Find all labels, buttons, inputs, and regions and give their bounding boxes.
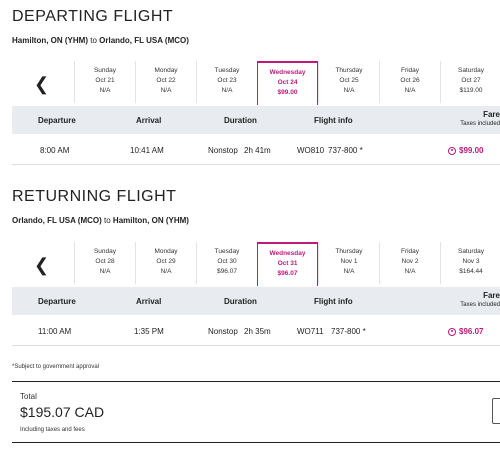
day-price: $99.00	[277, 89, 298, 96]
day-date: Oct 24	[277, 79, 298, 86]
day-date: Oct 25	[339, 77, 359, 84]
flight-stops: Nonstop	[208, 327, 238, 336]
day-price: $96.07	[277, 270, 298, 277]
flight-departure: 11:00 AM	[38, 327, 72, 336]
flight-number: WO810	[297, 146, 325, 155]
flight-duration: 2h 41m	[244, 146, 271, 155]
date-option[interactable]	[318, 242, 379, 284]
day-of-week: Friday	[400, 248, 420, 255]
day-date: Nov 3	[462, 258, 480, 265]
header-fare-label: Fare	[483, 110, 500, 119]
day-of-week: Thursday	[335, 67, 363, 74]
day-of-week: Thursday	[335, 248, 363, 255]
total-value: $195.07 CAD	[20, 404, 105, 420]
day-of-week: Tuesday	[214, 67, 240, 74]
chevron-left-icon[interactable]: ❮	[34, 74, 50, 94]
header-departure: Departure	[38, 116, 76, 125]
header-fare	[460, 110, 500, 127]
day-price: N/A	[221, 87, 233, 94]
flight-aircraft: 737-800 *	[328, 146, 363, 155]
day-date: Oct 28	[95, 258, 115, 265]
total-summary	[12, 381, 500, 443]
date-option[interactable]	[74, 61, 135, 103]
header-departure: Departure	[38, 297, 76, 306]
header-flight-info: Flight info	[314, 297, 353, 306]
fare-option[interactable]	[448, 146, 483, 155]
returning-flight-row[interactable]	[12, 317, 500, 346]
day-price: $119.00	[459, 87, 483, 94]
day-price: $96.07	[217, 268, 237, 275]
day-date: Oct 22	[156, 77, 176, 84]
chevron-left-icon[interactable]: ❮	[34, 255, 50, 275]
day-date: Oct 27	[461, 77, 481, 84]
returning-title: RETURNING FLIGHT	[12, 188, 177, 205]
flight-stops: Nonstop	[208, 146, 238, 155]
day-date: Oct 26	[400, 77, 420, 84]
flight-duration: 2h 35m	[244, 327, 271, 336]
day-of-week: Saturday	[457, 248, 485, 255]
header-fare-sub: Taxes included	[460, 302, 500, 308]
date-option[interactable]	[440, 242, 500, 284]
fare-price: $99.00	[459, 146, 484, 155]
departing-flight-row[interactable]	[12, 136, 500, 165]
day-date: Oct 21	[95, 77, 115, 84]
day-of-week: Tuesday	[214, 248, 240, 255]
flight-arrival: 10:41 AM	[130, 146, 164, 155]
route-from: Orlando, FL USA (MCO)	[12, 216, 102, 225]
header-arrival: Arrival	[136, 297, 162, 306]
header-duration: Duration	[224, 297, 257, 306]
departing-route	[12, 36, 189, 45]
date-option[interactable]	[318, 61, 379, 103]
day-price: N/A	[343, 268, 355, 275]
day-price: N/A	[160, 268, 172, 275]
date-option[interactable]	[196, 242, 257, 284]
header-fare-label: Fare	[483, 291, 500, 300]
date-option[interactable]	[196, 61, 257, 103]
day-of-week: Monday	[154, 67, 178, 74]
day-date: Oct 29	[156, 258, 176, 265]
date-option[interactable]	[135, 242, 196, 284]
fare-option[interactable]	[448, 327, 483, 336]
flight-number: WO711	[297, 327, 324, 336]
route-from: Hamilton, ON (YHM)	[12, 36, 88, 45]
day-price: N/A	[404, 268, 416, 275]
date-option[interactable]	[440, 61, 500, 103]
day-date: Oct 30	[217, 258, 237, 265]
departing-date-selector	[12, 61, 500, 106]
returning-route	[12, 216, 189, 225]
route-to: Orlando, FL USA (MCO)	[99, 36, 189, 45]
date-option[interactable]	[135, 61, 196, 103]
day-price: N/A	[404, 87, 416, 94]
day-price: N/A	[99, 87, 111, 94]
day-price: N/A	[99, 268, 111, 275]
header-fare-sub: Taxes included	[460, 121, 500, 127]
day-date: Nov 2	[401, 258, 419, 265]
government-approval-note: *Subject to government approval	[12, 364, 100, 370]
date-option[interactable]	[379, 61, 440, 103]
fare-price: $96.07	[459, 327, 484, 336]
header-fare	[460, 291, 500, 308]
day-of-week: Wednesday	[269, 250, 306, 257]
day-price: $164.44	[459, 268, 483, 275]
day-of-week: Wednesday	[269, 69, 306, 76]
header-arrival: Arrival	[136, 116, 162, 125]
flight-departure: 8:00 AM	[40, 146, 70, 155]
day-of-week: Monday	[154, 248, 178, 255]
radio-selected-icon[interactable]	[448, 328, 456, 336]
day-of-week: Friday	[400, 67, 420, 74]
day-price: N/A	[343, 87, 355, 94]
route-to: Hamilton, ON (YHM)	[112, 216, 189, 225]
route-to-word: to	[104, 216, 111, 225]
day-date: Nov 1	[340, 258, 358, 265]
date-option-selected[interactable]	[257, 61, 318, 105]
total-sub: Including taxes and fees	[20, 427, 85, 433]
flight-arrival: 1:35 PM	[134, 327, 164, 336]
day-of-week: Saturday	[457, 67, 485, 74]
day-of-week: Sunday	[93, 67, 117, 74]
radio-selected-icon[interactable]	[448, 147, 456, 155]
day-price: N/A	[160, 87, 172, 94]
departing-title: DEPARTING FLIGHT	[12, 8, 174, 25]
flight-aircraft: 737-800 *	[331, 327, 366, 336]
header-flight-info: Flight info	[314, 116, 353, 125]
day-of-week: Sunday	[93, 248, 117, 255]
header-duration: Duration	[224, 116, 257, 125]
returning-date-selector	[12, 242, 500, 287]
date-option[interactable]	[379, 242, 440, 284]
day-date: Oct 23	[217, 77, 237, 84]
departing-table-header	[12, 106, 500, 134]
route-to-word: to	[90, 36, 97, 45]
day-date: Oct 31	[277, 260, 298, 267]
date-option[interactable]	[74, 242, 135, 284]
returning-table-header	[12, 287, 500, 315]
date-option-selected[interactable]	[257, 242, 318, 286]
continue-button[interactable]	[492, 398, 500, 424]
total-label: Total	[20, 392, 37, 401]
